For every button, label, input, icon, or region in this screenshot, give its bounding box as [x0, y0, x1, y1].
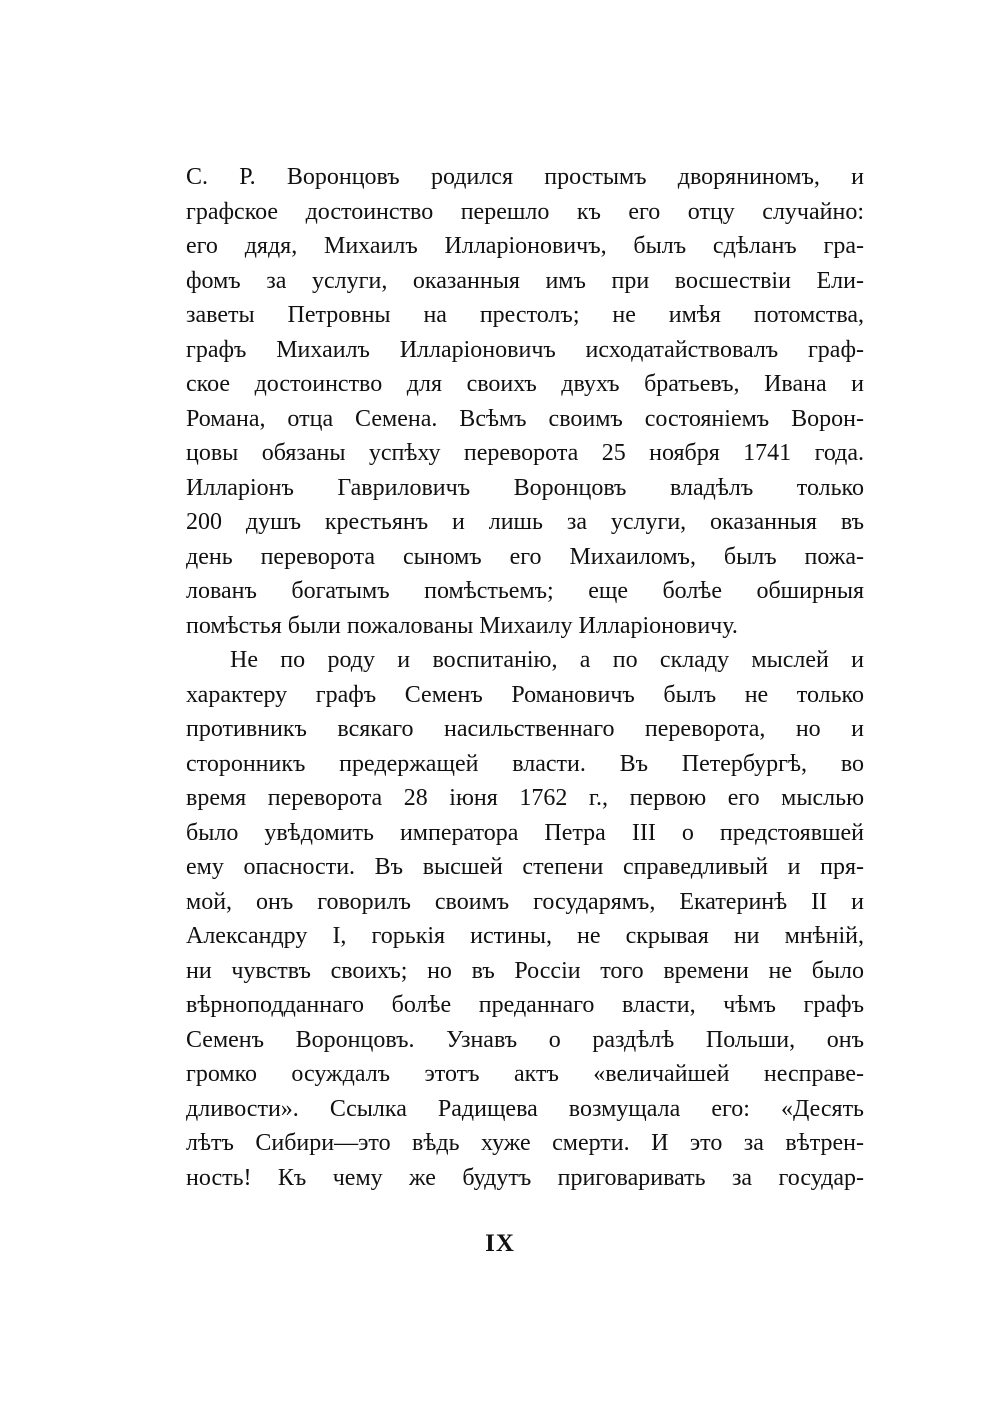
text-line: мой, онъ говорилъ своимъ государямъ, Екатеринѣ II и [186, 888, 864, 915]
text-line: С. Р. Воронцовъ родился простымъ дворяниномъ, и [186, 164, 864, 190]
text-line: лѣтъ Сибири—это вѣдь хуже смерти. И это за вѣтрен- [186, 1130, 864, 1156]
paragraph-2 [186, 643, 864, 1195]
text-line: громко осуждалъ этотъ актъ «величайшей несправе- [186, 1061, 864, 1087]
text-line: было увѣдомить императора Петра III о предстоявшей [186, 819, 864, 846]
text-line: Семенъ Воронцовъ. Узнавъ о раздѣлѣ Польши, онъ [186, 1026, 864, 1053]
text-line: ское достоинство для своихъ двухъ братьевъ, Ивана и [186, 371, 864, 397]
text-line: цовы обязаны успѣху переворота 25 ноября 1741 года. [186, 440, 864, 466]
text-line: заветы Петровны на престолъ; не имѣя потомства, [186, 302, 864, 328]
text-line: графъ Михаилъ Илларіоновичъ исходатайствовалъ граф- [186, 336, 864, 363]
text-line: Александру I, горькія истины, не скрывая ни мнѣній, [186, 923, 864, 949]
text-line: сторонникъ предержащей власти. Въ Петербургѣ, во [186, 750, 864, 777]
text-line: графское достоинство перешло къ его отцу случайно: [186, 198, 864, 225]
text-line: помѣстья были пожалованы Михаилу Илларіоновичу. [186, 612, 738, 639]
text-line: день переворота сыномъ его Михаиломъ, былъ пожа- [186, 543, 864, 570]
page-number: IX [485, 1230, 515, 1257]
text-line: лованъ богатымъ помѣстьемъ; еще болѣе обширныя [186, 578, 864, 604]
text-line: ность! Къ чему же будутъ приговаривать за государ- [186, 1164, 864, 1191]
text-line: его дядя, Михаилъ Илларіоновичъ, былъ сдѣланъ гра- [186, 233, 864, 259]
text-line: дливости». Ссылка Радищева возмущала его: «Десять [186, 1095, 864, 1122]
text-line: 200 душъ крестьянъ и лишь за услуги, оказанныя въ [186, 509, 864, 535]
text-line: Илларіонъ Гавриловичъ Воронцовъ владѣлъ только [186, 474, 864, 501]
text-line: Романа, отца Семена. Всѣмъ своимъ состояніемъ Ворон- [186, 405, 864, 432]
text-line: характеру графъ Семенъ Романовичъ былъ не только [186, 681, 864, 708]
text-line: ни чувствъ своихъ; но въ Россіи того времени не было [186, 957, 864, 984]
text-line: ему опасности. Въ высшей степени справедливый и пря- [186, 854, 864, 880]
text-line: время переворота 28 іюня 1762 г., первою его мыслью [186, 785, 864, 811]
text-line: вѣрноподданнаго болѣе преданнаго власти, чѣмъ графъ [186, 992, 864, 1018]
text-line: противникъ всякаго насильственнаго переворота, но и [186, 716, 864, 742]
text-line: фомъ за услуги, оказанныя имъ при восшествіи Ели- [186, 267, 864, 294]
paragraph-1 [186, 160, 864, 643]
text-line: Не по роду и воспитанію, а по складу мыслей и [230, 647, 864, 673]
